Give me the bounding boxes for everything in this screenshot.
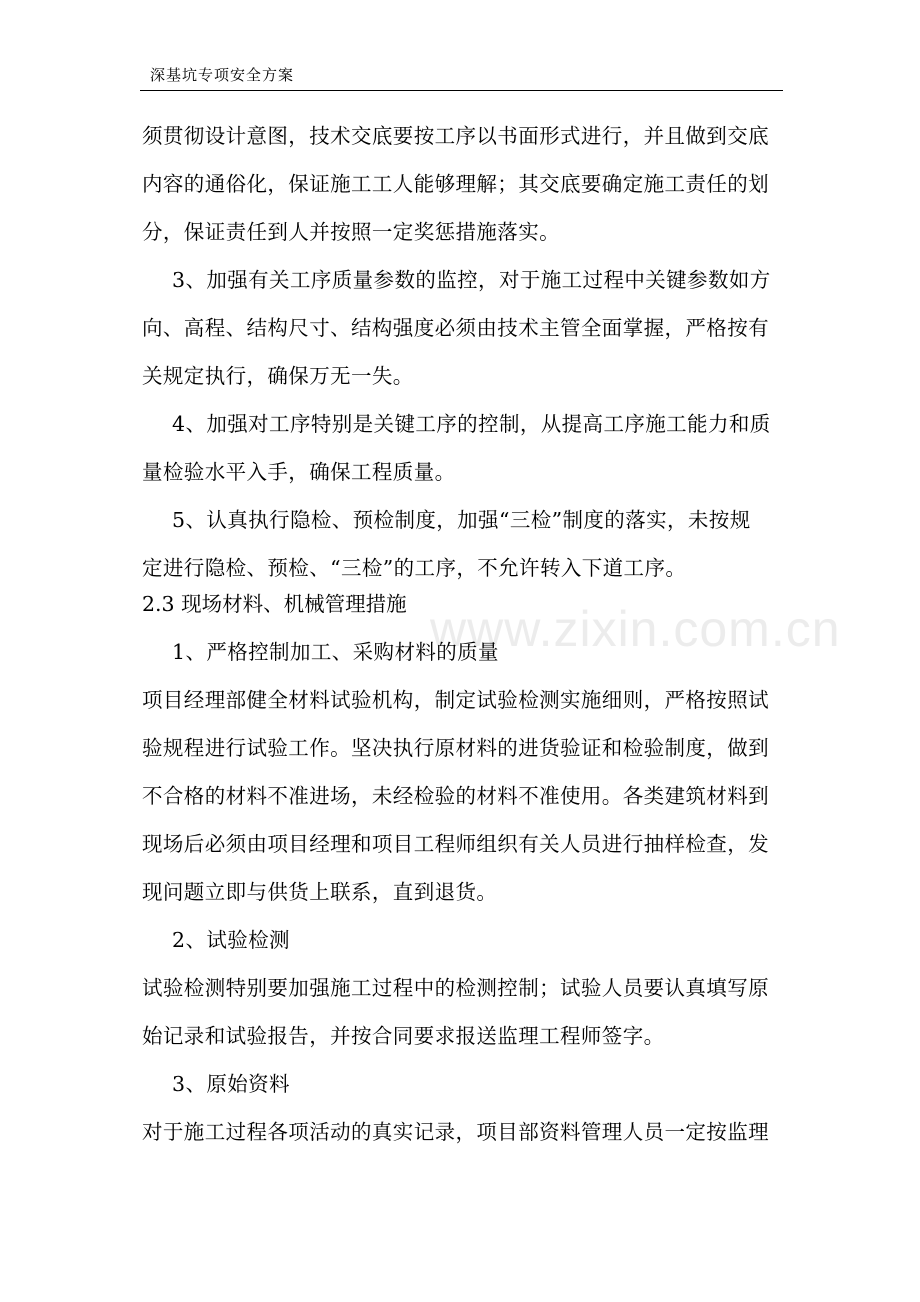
document-body [142,118,784,1150]
text-line: 现问题立即与供货上联系，直到退货。 [142,880,498,904]
text-line: 不合格的材料不准进场，未经检验的材料不准使用。各类建筑材料到 [142,784,769,808]
text-line: 验规程进行试验工作。坚决执行原材料的进货验证和检验制度，做到 [142,736,769,760]
text-line: 对于施工过程各项活动的真实记录，项目部资料管理人员一定按监理 [142,1120,769,1144]
text-line: 2、试验检测 [172,928,290,952]
text-line: 3、原始资料 [172,1072,290,1096]
text-line: 试验检测特别要加强施工过程中的检测控制；试验人员要认真填写原 [142,976,769,1000]
text-line: 向、高程、结构尺寸、结构强度必须由技术主管全面掌握，严格按有 [142,316,769,340]
text-line: 关规定执行，确保万无一失。 [142,364,414,388]
text-line: 5、认真执行隐检、预检制度，加强“三检”制度的落实，未按规 [172,508,751,532]
page-header [140,64,783,91]
text-line: 现场后必须由项目经理和项目工程师组织有关人员进行抽样检查，发 [142,832,769,856]
header-title: 深基坑专项安全方案 [150,66,295,84]
text-line: 1、严格控制加工、采购材料的质量 [172,640,499,664]
text-line: 须贯彻设计意图，技术交底要按工序以书面形式进行，并且做到交底 [142,124,769,148]
text-line: 分，保证责任到人并按照一定奖惩措施落实。 [142,220,560,244]
text-line: 项目经理部健全材料试验机构，制定试验检测实施细则，严格按照试 [142,688,769,712]
text-line: 量检验水平入手，确保工程质量。 [142,460,456,484]
text-line: 始记录和试验报告，并按合同要求报送监理工程师签字。 [142,1024,665,1048]
section-heading: 2.3 现场材料、机械管理措施 [142,592,407,616]
text-line: 3、加强有关工序质量参数的监控，对于施工过程中关键参数如方 [172,268,771,292]
text-line: 定进行隐检、预检、“三检”的工序，不允许转入下道工序。 [142,556,687,580]
watermark: www.zixin.com.cn [430,601,841,657]
text-line: 内容的通俗化，保证施工工人能够理解；其交底要确定施工责任的划 [142,172,769,196]
text-line: 4、加强对工序特别是关键工序的控制，从提高工序施工能力和质 [172,412,771,436]
